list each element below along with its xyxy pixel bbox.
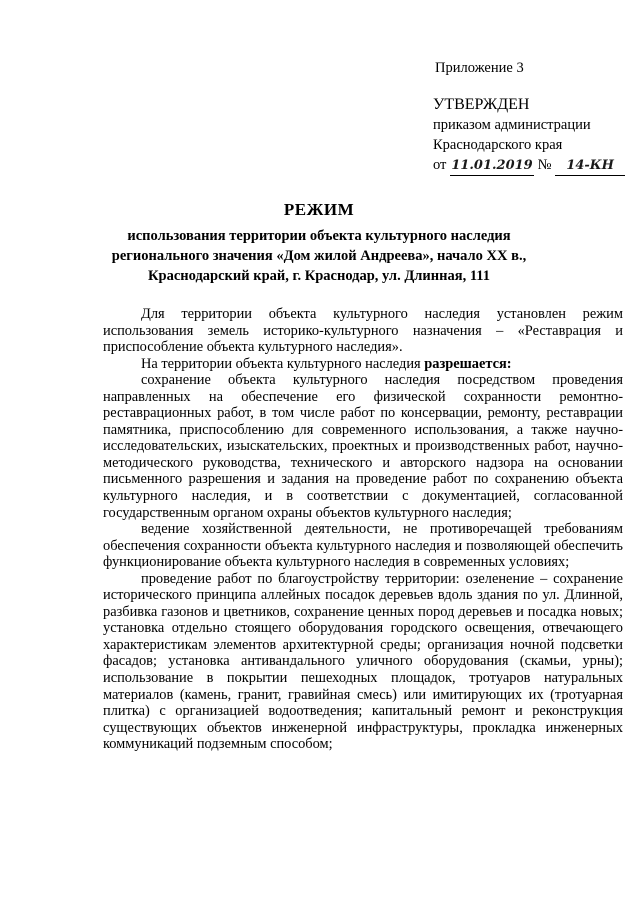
- paragraph-preservation: сохранение объекта культурного наследия посредством проведения направленных на обеспечение его физической сохранности ремонтно-реставрационных работ, в том числе работ по консервации, ремонту, реставрации памятника, приспособлению для современного использования, а также научно-исследовательских, изыскательских, проектных и производственных работ, научно-методического руководства, технического и авторского надзора на основании письменного разрешения и задания на проведение работ по сохранению объекта культурного наследия, и в соответствии с документацией, согласованной государственным органом охраны объектов культурного наследия;: [103, 372, 623, 521]
- handwritten-number: 14-КН: [555, 157, 625, 176]
- order-line-2: Краснодарского края: [433, 137, 563, 153]
- paragraph-landscaping: проведение работ по благоустройству территории: озеленение – сохранение исторического принципа аллейных посадок деревьев вдоль здания по ул. Длинной, разбивка газонов и цветников, сохранение ценных пород деревьев и посадка новых; установка отдельно стоящего оборудования городского освещения, отвечающего характеристикам элементов архитектурной среды; организация ночной подсветки фасадов; установка антивандального уличного оборудования (скамьи, урны); использование в покрытии пешеходных площадок, тротуаров натуральных материалов (камень, гранит, гравийная смесь) или имитирующих их (тротуарная плитка) с организацией водоотведения; капитальный ремонт и реконструкция существующих объектов инженерной инфраструктуры, прокладка инженерных коммуникаций подземным способом;: [103, 570, 623, 753]
- document-title: РЕЖИМ: [283, 200, 355, 219]
- handwritten-date: 11.01.2019: [450, 157, 534, 176]
- order-line-1: приказом администрации: [433, 117, 591, 133]
- date-prefix: от: [433, 157, 447, 173]
- paragraph-permitted-intro: [103, 356, 623, 373]
- paragraph-regime: Для территории объекта культурного наследия установлен режим использования земель историко-культурного назначения – «Реставрация и приспособление объекта культурного наследия».: [103, 306, 623, 356]
- approved-heading: УТВЕРЖДЕН: [433, 96, 530, 113]
- appendix-label: Приложение 3: [435, 60, 524, 76]
- title-block: [95, 200, 543, 286]
- document-subtitle: использования территории объекта культурного наследия регионального значения «Дом жилой Андреева», начало XX в., Краснодарский край, г. Краснодар, ул. Длинная, 111: [111, 228, 527, 284]
- permitted-intro-text: На территории объекта культурного наследия: [141, 355, 421, 372]
- approval-block: [433, 96, 633, 176]
- paragraph-economic-activity: ведение хозяйственной деятельности, не противоречащей требованиям обеспечения сохранности объекта культурного наследия и позволяющей обеспечить функционирование объекта культурного наследия в современных условиях;: [103, 521, 623, 571]
- document-body: [103, 306, 623, 753]
- date-number-line: [433, 155, 633, 176]
- number-sign: №: [537, 157, 552, 173]
- permitted-keyword: разрешается:: [424, 355, 512, 372]
